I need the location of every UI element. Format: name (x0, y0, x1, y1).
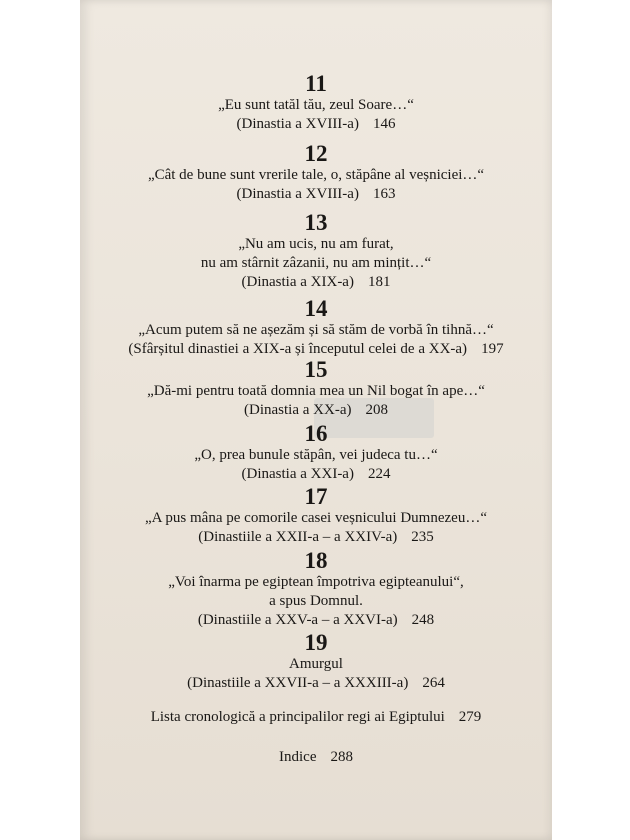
page-number: 197 (481, 341, 504, 357)
page-number: 163 (372, 186, 396, 202)
page-number: 181 (367, 274, 391, 290)
chapter-source: (Dinastia a XXI-a) (241, 466, 354, 482)
page-number: 288 (330, 749, 353, 765)
chapter-source-line (80, 528, 552, 547)
toc-entry (80, 631, 552, 693)
chapter-source-line (80, 185, 552, 204)
toc-entry (80, 211, 552, 292)
toc-entry (80, 72, 552, 134)
chapter-source: (Dinastia a XVIII-a) (236, 186, 359, 202)
book-page (80, 0, 552, 840)
chapter-title: „O, prea bunule stăpân, vei judeca tu…“ (194, 447, 438, 463)
chapter-title: „Voi înarma pe egiptean împotriva egipteanului“, (168, 574, 464, 590)
toc-extra-entry (80, 708, 552, 727)
chapter-title: „A pus mâna pe comorile casei veșnicului Dumnezeu…“ (145, 510, 487, 526)
chapter-source: (Sfârșitul dinastiei a XIX-a și începutul celei de a XX-a) (128, 341, 468, 357)
chapter-number: 14 (304, 296, 328, 321)
chapter-source: (Dinastia a XIX-a) (241, 274, 354, 290)
index-title: Indice (279, 749, 317, 765)
toc-entry (80, 549, 552, 630)
chapter-title: Amurgul (289, 656, 343, 672)
page-number: 224 (367, 466, 391, 482)
chapter-number: 17 (304, 484, 328, 509)
chapter-number: 16 (304, 421, 328, 446)
chapter-number: 12 (304, 141, 328, 166)
page-number: 146 (372, 116, 396, 132)
chapter-title: „Nu am ucis, nu am furat, (238, 236, 394, 252)
toc-entry (80, 485, 552, 547)
page-number: 248 (411, 612, 435, 628)
toc-entry (80, 297, 552, 359)
chapter-title: „Acum putem să ne așezăm și să stăm de vorbă în tihnă…“ (138, 322, 494, 338)
chapter-number: 18 (304, 548, 328, 573)
chapter-source-line (80, 115, 552, 134)
page-number: 279 (458, 709, 482, 725)
chapter-title: „Cât de bune sunt vrerile tale, o, stăpâne al veșniciei…“ (147, 167, 485, 183)
chapter-number: 11 (305, 71, 327, 96)
chapter-number: 19 (304, 630, 328, 655)
chapter-title: „Eu sunt tatăl tău, zeul Soare…“ (218, 97, 414, 113)
page-number: 235 (411, 529, 434, 545)
toc-entry (80, 142, 552, 204)
chapter-source: (Dinastiile a XXVII-a – a XXXIII-a) (187, 675, 409, 691)
page-number: 208 (365, 402, 388, 418)
chronology-list-title: Lista cronologică a principalilor regi ai Egiptului (150, 709, 445, 725)
chapter-title: a spus Domnul. (269, 593, 363, 609)
toc-entry (80, 422, 552, 484)
chapter-source-line (80, 674, 552, 693)
chapter-source: (Dinastiile a XXV-a – a XXVI-a) (197, 612, 398, 628)
chapter-source: (Dinastia a XVIII-a) (236, 116, 359, 132)
chapter-title: nu am stârnit zâzanii, nu am mințit…“ (200, 255, 432, 271)
chapter-number: 15 (304, 357, 328, 382)
chapter-source-line (80, 465, 552, 484)
chapter-title: „Dă-mi pentru toată domnia mea un Nil bogat în ape…“ (147, 383, 485, 399)
chapter-source: (Dinastiile a XXII-a – a XXIV-a) (198, 529, 398, 545)
chapter-source-line (80, 611, 552, 630)
chapter-source-line (80, 273, 552, 292)
chapter-source: (Dinastia a XX-a) (244, 402, 352, 418)
chapter-source-line (80, 401, 552, 420)
toc-entry (80, 358, 552, 420)
page-number: 264 (422, 675, 445, 691)
toc-extra-entry (80, 748, 552, 767)
chapter-number: 13 (304, 210, 328, 235)
